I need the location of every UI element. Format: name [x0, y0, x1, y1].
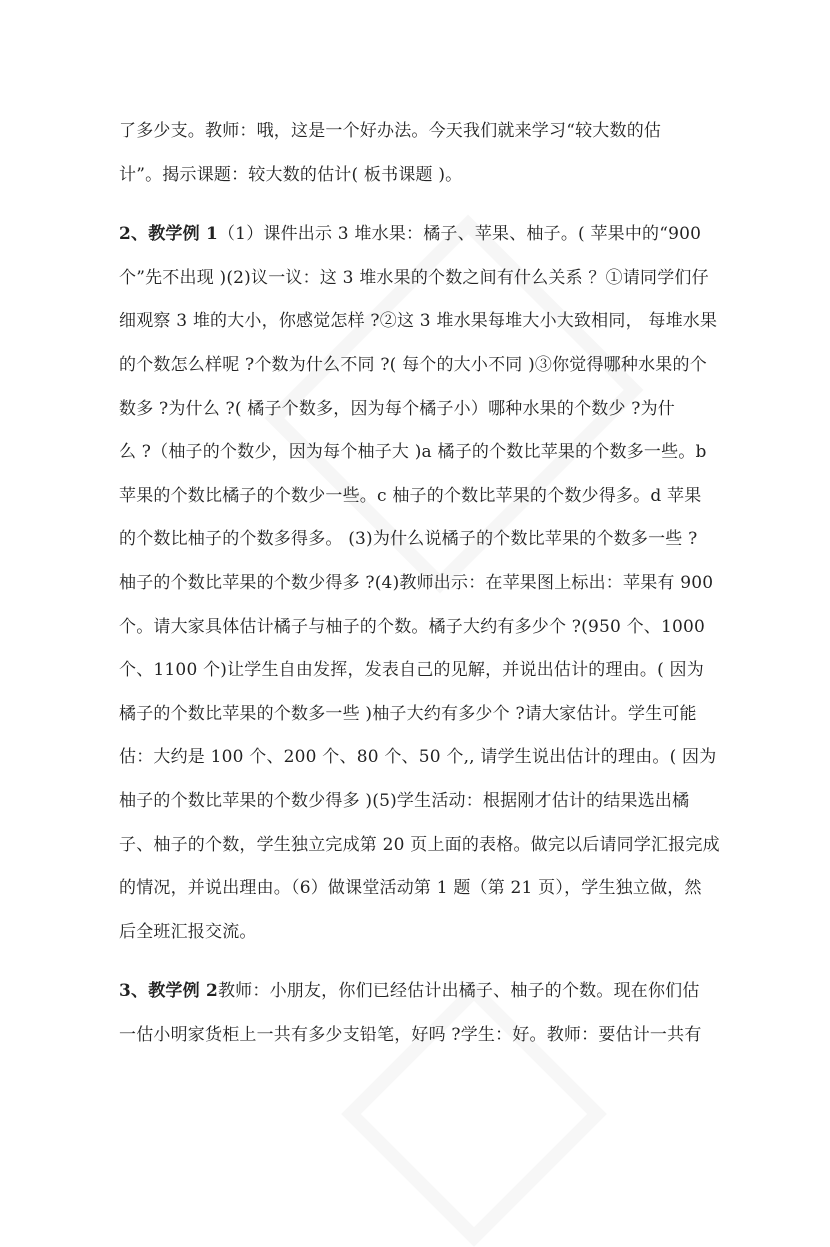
line-text: 个。请大家具体估计橘子与柚子的个数。橘子大约有多少个 ?(950 个、1000	[119, 616, 706, 637]
text-line	[119, 562, 739, 606]
line-text: 么 ?（柚子的个数少，因为每个柚子大 )a 橘子的个数比苹果的个数多一些。b	[119, 442, 707, 463]
line-text: 柚子的个数比苹果的个数少得多 )(5)学生活动：根据刚才估计的结果选出橘	[119, 790, 690, 811]
text-line	[119, 911, 739, 955]
line-text: （1）课件出示 3 堆水果：橘子、苹果、柚子。( 苹果中的“900	[217, 224, 702, 245]
text-line	[119, 970, 739, 1014]
text-line	[119, 213, 739, 257]
section-heading: 2、教学例 1	[119, 224, 218, 245]
text-line	[119, 693, 739, 737]
line-text: 橘子的个数比苹果的个数多一些 )柚子大约有多少个 ?请大家估计。学生可能	[119, 703, 697, 724]
line-text: 的个数怎么样呢 ?个数为什么不同 ?( 每个的大小不同 )③你觉得哪种水果的个	[119, 354, 707, 375]
text-line	[119, 1014, 739, 1058]
text-line	[119, 736, 739, 780]
line-text: 了多少支。教师：哦，这是一个好办法。今天我们就来学习“较大数的估	[119, 121, 662, 141]
line-text: 个、1100 个)让学生自由发挥，发表自己的见解，并说出估计的理由。( 因为	[119, 660, 704, 681]
paragraph	[119, 970, 739, 1057]
text-line	[119, 110, 739, 154]
paragraph	[119, 110, 739, 197]
line-text: 苹果的个数比橘子的个数少一些。c 柚子的个数比苹果的个数少得多。d 苹果	[119, 485, 702, 506]
line-text: 柚子的个数比苹果的个数少得多 ?(4)教师出示：在苹果图上标出：苹果有 900	[119, 572, 714, 593]
text-line	[119, 475, 739, 519]
text-line	[119, 300, 739, 344]
text-line	[119, 388, 739, 432]
section-heading: 3、教学例 2	[119, 981, 218, 1002]
line-text: 的个数比柚子的个数多得多。 (3)为什么说橘子的个数比苹果的个数多一些 ?	[119, 529, 698, 550]
line-text: 后全班汇报交流。	[119, 921, 257, 942]
line-text: 子、柚子的个数，学生独立完成第 20 页上面的表格。做完以后请同学汇报完成	[119, 834, 720, 855]
text-line	[119, 867, 739, 911]
line-text: 一估小明家货柜上一共有多少支铅笔，好吗 ?学生：好。教师：要估计一共有	[119, 1024, 702, 1045]
line-text: 估：大约是 100 个、200 个、80 个、50 个,, 请学生说出估计的理由。( 因为	[119, 747, 717, 768]
text-line	[119, 649, 739, 693]
line-text: 教师：小朋友，你们已经估计出橘子、柚子的个数。现在你们估	[217, 981, 700, 1002]
text-line	[119, 606, 739, 650]
text-line	[119, 154, 739, 198]
text-line	[119, 780, 739, 824]
document-page	[119, 110, 739, 1073]
text-line	[119, 344, 739, 388]
line-text: 个”先不出现 )(2)议一议：这 3 堆水果的个数之间有什么关系 ？①请同学们仔	[119, 267, 709, 288]
line-text: 计”。揭示课题：较大数的估计( 板书课题 )。	[119, 164, 463, 185]
line-text: 数多 ?为什么 ?( 橘子个数多，因为每个橘子小）哪种水果的个数少 ?为什	[119, 398, 675, 419]
line-text: 的情况，并说出理由。（6）做课堂活动第 1 题（第 21 页），学生独立做，然	[119, 878, 702, 899]
text-line	[119, 431, 739, 475]
text-line	[119, 257, 739, 301]
text-line	[119, 518, 739, 562]
text-line	[119, 824, 739, 868]
line-text: 细观察 3 堆的大小，你感觉怎样 ?②这 3 堆水果每堆大小大致相同， 每堆水果	[119, 311, 718, 332]
paragraph	[119, 213, 739, 954]
